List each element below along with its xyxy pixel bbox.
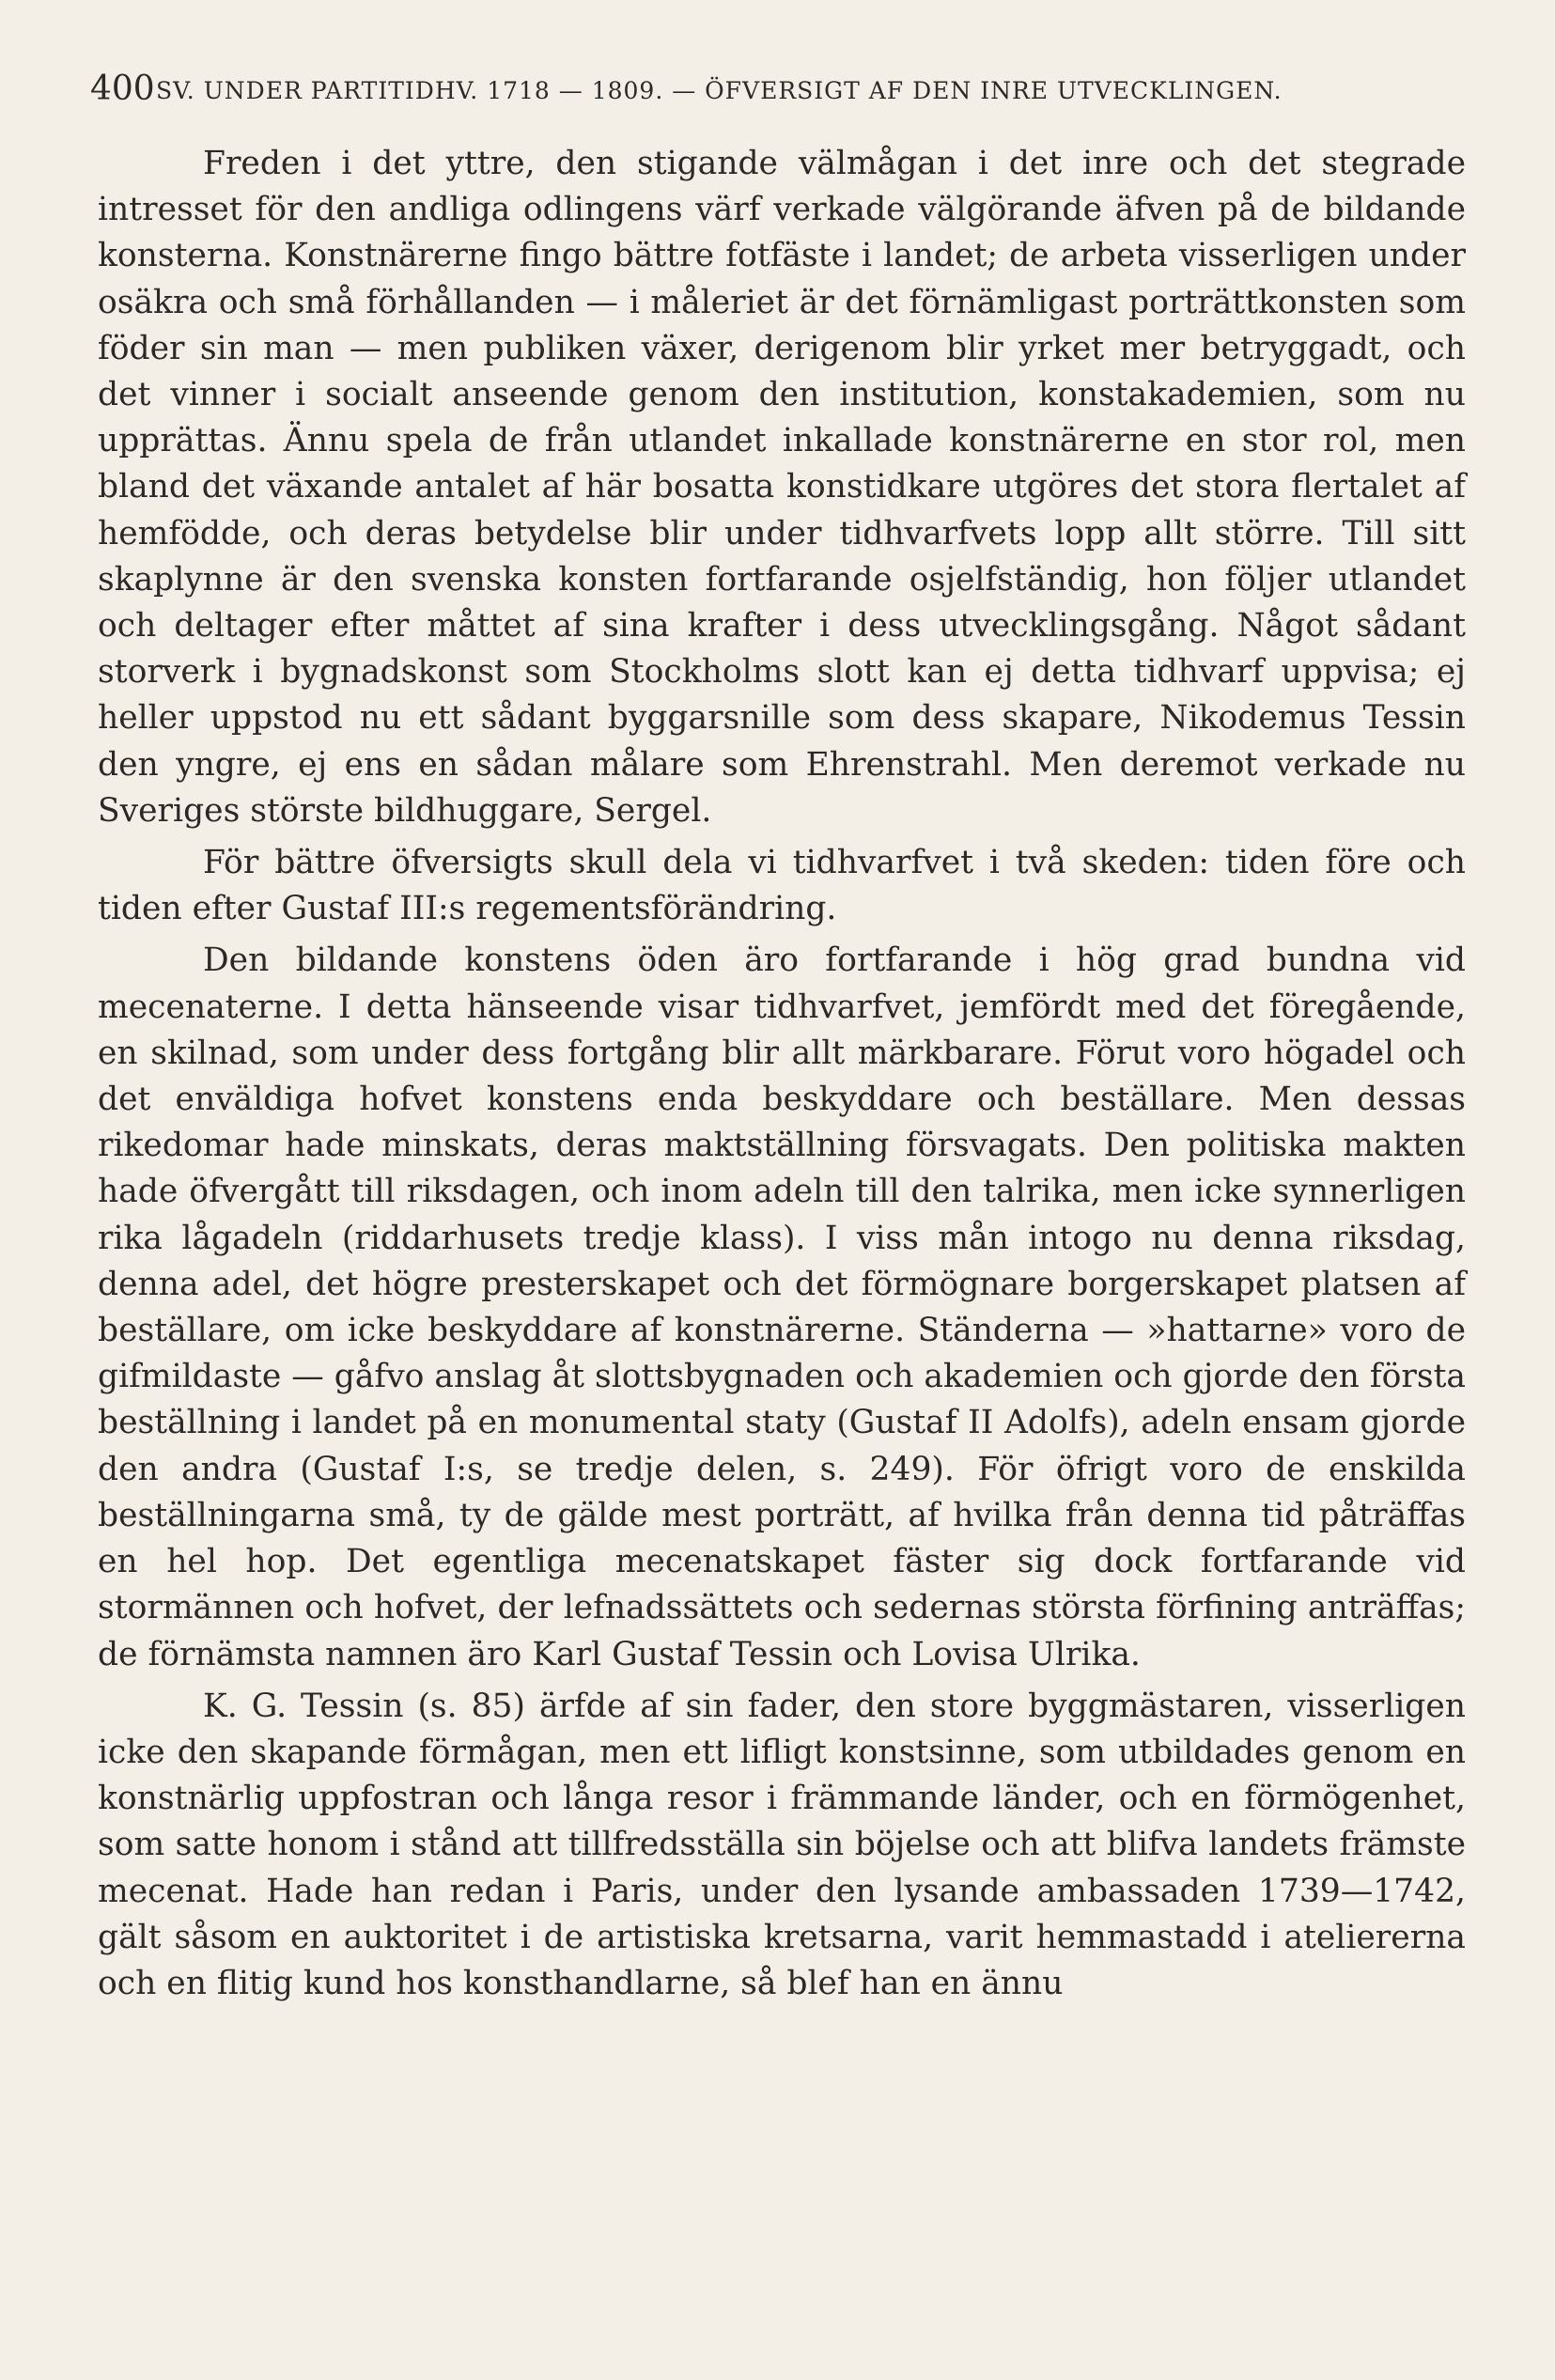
page-header	[90, 68, 1481, 124]
body-text	[98, 141, 1466, 2013]
running-head: SV. UNDER PARTITIDHV. 1718 — 1809. — ÖFVERSIGT AF DEN INRE UTVECKLINGEN.	[156, 77, 1283, 104]
page-number: 400	[90, 70, 155, 108]
paragraph: K. G. Tessin (s. 85) ärfde af sin fader, den store byggmästaren, visserligen icke den skapande förmågan, men ett lifligt konstsinne, som utbildades genom en konstnärlig uppfostran och långa resor i främmande länder, och en förmögenhet, som satte honom i stånd att tillfredsställa sin böjelse och att blifva landets främste mecenat. Hade han redan i Paris, under den lysande ambassaden 1739—1742, gält såsom en auktoritet i de artistiska kretsarna, varit hemmastadd i ateliererna och en flitig kund hos konsthandlarne, så blef han en ännu	[98, 1687, 1466, 2002]
paragraph: Freden i det yttre, den stigande välmågan i det inre och det stegrade intresset för den andliga odlingens värf verkade välgörande äfven på de bildande konsterna. Konstnärerne fingo bättre fotfäste i landet; de arbeta visserligen under osäkra och små förhållanden — i måleriet är det förnämligast porträttkonsten som föder sin man — men publiken växer, derigenom blir yrket mer betryggadt, och det vinner i socialt anseende genom den institution, konstakademien, som nu upprättas. Ännu spela de från utlandet inkallade konstnärerne en stor rol, men bland det växande antalet af här bosatta konstidkare utgöres det stora flertalet af hemfödde, och deras betydelse blir under tidhvarfvets lopp allt större. Till sitt skaplynne är den svenska konsten fortfarande osjelfständig, hon följer utlandet och deltager efter måttet af sina krafter i dess utvecklingsgång. Något sådant storverk i bygnadskonst som Stockholms slott kan ej detta tidhvarf uppvisa; ej heller uppstod nu ett sådant byggarsnille som dess skapare, Nikodemus Tessin den yngre, ej ens en sådan målare som Ehrenstrahl. Men deremot verkade nu Sveriges störste bildhuggare, Sergel.	[98, 145, 1466, 830]
paragraph: Den bildande konstens öden äro fortfarande i hög grad bundna vid mecenaterne. I detta hänseende visar tidhvarfvet, jemfördt med det föregående, en skilnad, som under dess fortgång blir allt märkbarare. Förut voro högadel och det enväldiga hofvet konstens enda beskyddare och beställare. Men dessas rikedomar hade minskats, deras maktställning försvagats. Den politiska makten hade öfvergått till riksdagen, och inom adeln till den talrika, men icke synnerligen rika lågadeln (riddarhusets tredje klass). I viss mån intogo nu denna riksdag, denna adel, det högre presterskapet och det förmögnare borgerskapet platsen af beställare, om icke beskyddare af konstnärerne. Ständerna — »hattarne» voro de gifmildaste — gåfvo anslag åt slottsbygnaden och akademien och gjorde den första beställning i landet på en monumental staty (Gustaf II Adolfs), adeln ensam gjorde den andra (Gustaf I:s, se tredje delen, s. 249). För öfrigt voro de enskilda beställningarna små, ty de gälde mest porträtt, af hvilka från denna tid påträffas en hel hop. Det egentliga mecenatskapet fäster sig dock fortfarande vid stormännen och hofvet, der lefnadssättets och sedernas största förfining anträffas; de förnämsta namnen äro Karl Gustaf Tessin och Lovisa Ulrika.	[98, 941, 1466, 1673]
paragraph: För bättre öfversigts skull dela vi tidhvarfvet i två skeden: tiden före och tiden efter Gustaf III:s regementsförändring.	[98, 844, 1466, 928]
